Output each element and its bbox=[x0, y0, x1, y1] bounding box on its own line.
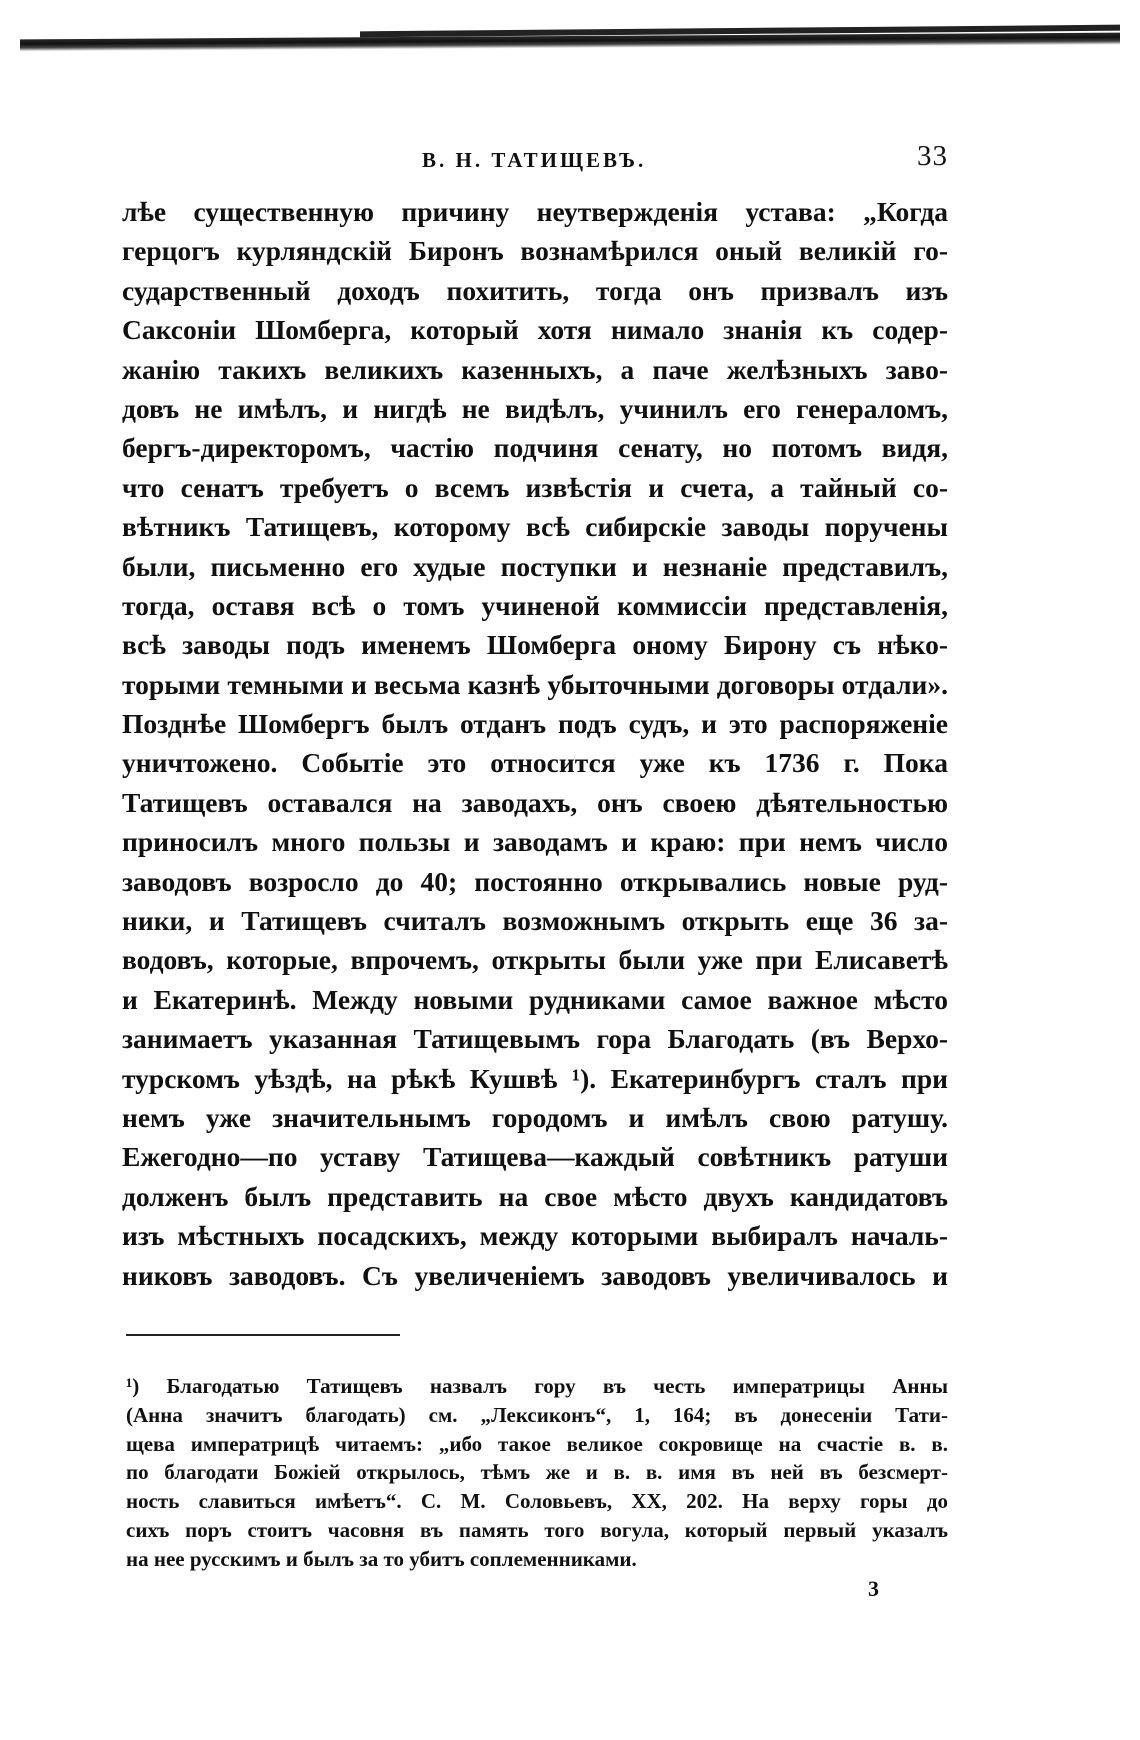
text-line: немъ уже значительнымъ городомъ и имѣлъ свою ратушу. bbox=[122, 1101, 948, 1133]
footnote bbox=[126, 1372, 948, 1574]
text-line: приносилъ много пользы и заводамъ и краю: при немъ число bbox=[122, 826, 948, 858]
footnote-line: (Анна значитъ благодать) см. „Лексиконъ“, 1, 164; въ донесеніи Тати- bbox=[126, 1402, 948, 1427]
text-line: лѣе существенную причину неутвержденія устава: „Когда bbox=[122, 196, 948, 227]
running-head: В. Н. ТАТИЩЕВЪ. bbox=[422, 148, 647, 172]
text-line: бергъ-директоромъ, частію подчиня сенату, но потомъ видя, bbox=[122, 432, 948, 464]
text-line: Ежегодно—по уставу Татищева—каждый совѣтникъ ратуши bbox=[122, 1141, 948, 1173]
text-line: довъ не имѣлъ, и нигдѣ не видѣлъ, учинилъ его генераломъ, bbox=[122, 392, 948, 424]
text-line: были, письменно его худые поступки и незнаніе представилъ, bbox=[122, 550, 948, 582]
text-line: всѣ заводы подъ именемъ Шомберга оному Бирону съ нѣко- bbox=[122, 629, 948, 661]
text-line: уничтожено. Событіе это относится уже къ 1736 г. Пока bbox=[122, 747, 948, 779]
text-line: вѣтникъ Татищевъ, которому всѣ сибирскіе заводы поручены bbox=[122, 511, 948, 543]
text-line: изъ мѣстныхъ посадскихъ, между которыми выбиралъ началь- bbox=[122, 1220, 948, 1252]
text-line: тогда, оставя всѣ о томъ учиненой коммиссіи представленія, bbox=[122, 589, 948, 621]
main-text bbox=[122, 192, 948, 1295]
footnote-line: щева императрицѣ читаемъ: „ибо такое великое сокровище на счастіе в. в. bbox=[126, 1431, 948, 1456]
page-number: 33 bbox=[917, 140, 948, 172]
text-line: турскомъ уѣздѣ, на рѣкѣ Кушвѣ ¹). Екатеринбургъ сталъ при bbox=[122, 1062, 948, 1094]
text-line: что сенатъ требуетъ о всемъ извѣстія и счета, а тайный со- bbox=[122, 471, 948, 503]
text-line: водовъ, которые, впрочемъ, открыты были уже при Елисаветѣ bbox=[122, 944, 948, 976]
footnote-line: на нее русскимъ и былъ за то убитъ соплеменниками. bbox=[126, 1546, 637, 1571]
text-line: ники, и Татищевъ считалъ возможнымъ открыть еще 36 за- bbox=[122, 905, 948, 937]
text-line: жанію такихъ великихъ казенныхъ, а паче желѣзныхъ заво- bbox=[122, 353, 948, 385]
text-line: Саксоніи Шомберга, который хотя нимало знанія къ содер- bbox=[122, 314, 948, 346]
footnote-separator bbox=[126, 1334, 400, 1336]
footnote-line: ность славиться имѣетъ“. С. М. Соловьевъ, XX, 202. На верху горы до bbox=[126, 1489, 948, 1514]
text-line: долженъ былъ представить на свое мѣсто двухъ кандидатовъ bbox=[122, 1180, 948, 1212]
text-line: сударственный доходъ похитить, тогда онъ призвалъ изъ bbox=[122, 274, 948, 306]
text-line: и Екатеринѣ. Между новыми рудниками самое важное мѣсто bbox=[122, 983, 948, 1015]
footnote-line: по благодати Божіей открылось, тѣмъ же и в. в. имя въ ней въ безсмерт- bbox=[126, 1460, 948, 1485]
text-line: герцогъ курляндскій Биронъ вознамѣрился оный великій го- bbox=[122, 235, 948, 267]
text-line: заводовъ возросло до 40; постоянно открывались новые руд- bbox=[122, 865, 948, 897]
footnote-line: ¹) Благодатью Татищевъ назвалъ гору въ честь императрицы Анны bbox=[126, 1374, 948, 1398]
text-line: никовъ заводовъ. Съ увеличеніемъ заводовъ увеличивалось и bbox=[122, 1259, 948, 1291]
text-line: торыми темными и весьма казнѣ убыточными договоры отдали». bbox=[122, 668, 948, 700]
page-header bbox=[122, 140, 948, 180]
footnote-line: сихъ поръ стоитъ часовня въ память того вогула, который первый указалъ bbox=[126, 1517, 948, 1542]
text-line: занимаетъ указанная Татищевымъ гора Благодать (въ Верхо- bbox=[122, 1023, 948, 1055]
text-line: Татищевъ оставался на заводахъ, онъ своею дѣятельностью bbox=[122, 786, 948, 818]
text-line: Позднѣе Шомбергъ былъ отданъ подъ судъ, и это распоряженіе bbox=[122, 708, 948, 740]
signature-mark: 3 bbox=[868, 1576, 879, 1601]
